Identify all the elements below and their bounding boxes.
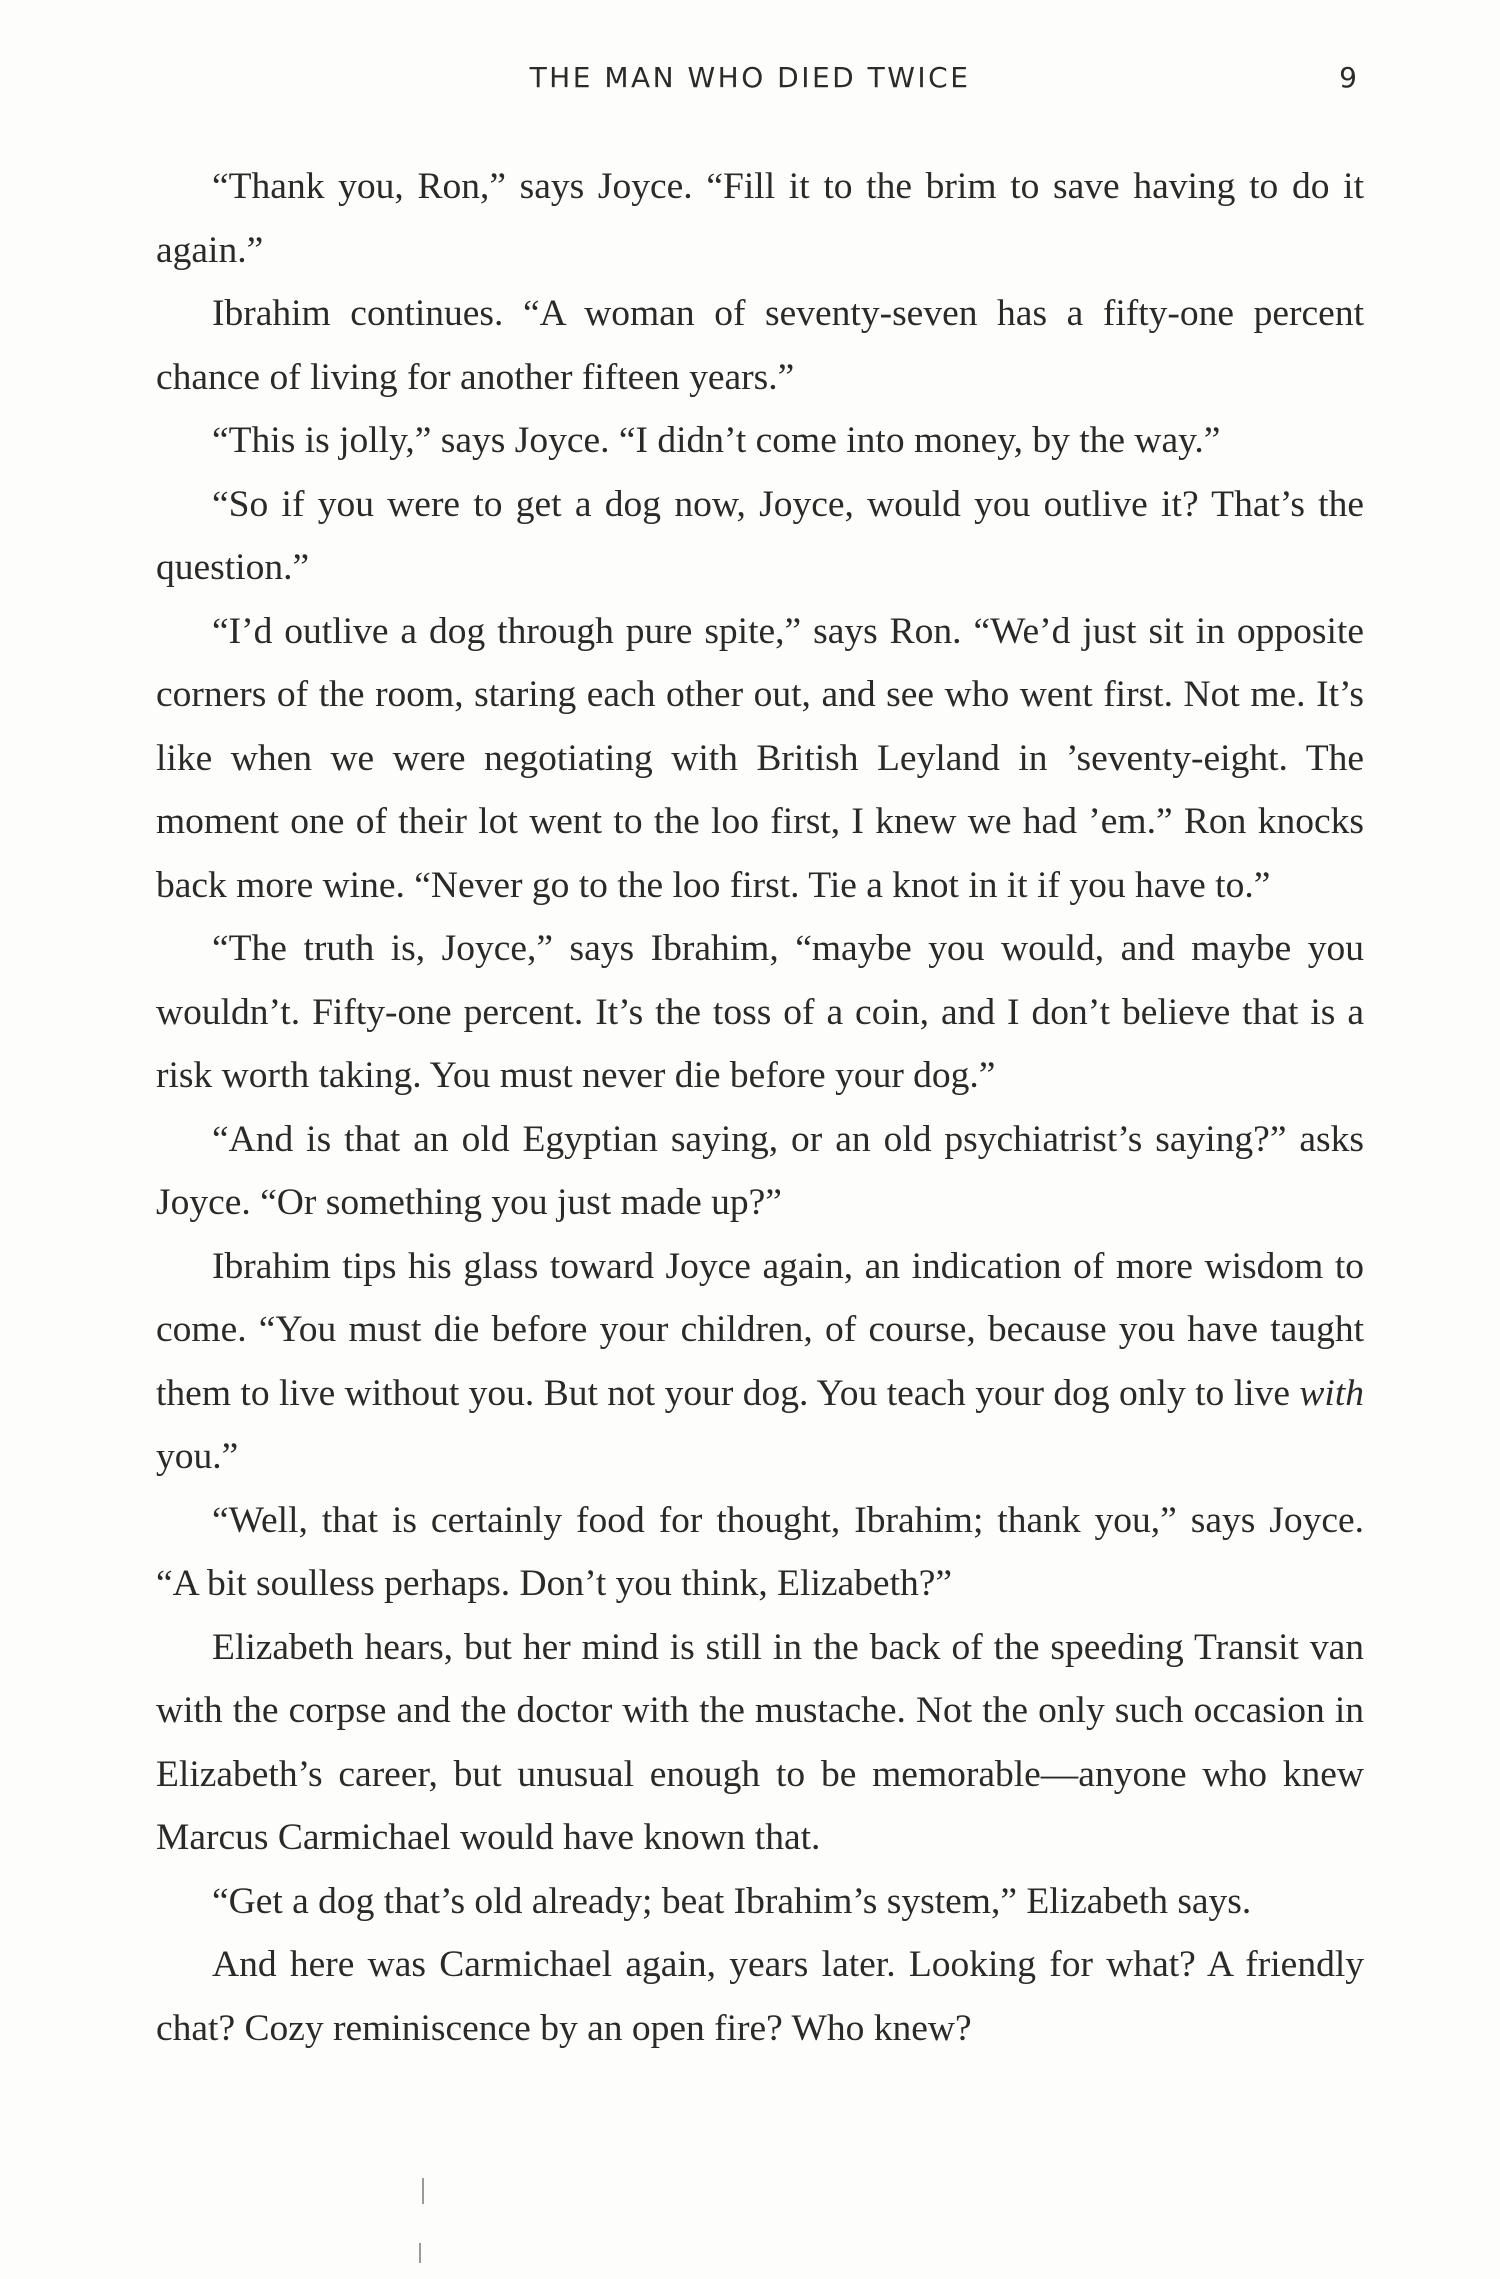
paragraph-text: Ibrahim tips his glass toward Joyce again, an indication of more wisdom to come. “You must die before your children, of course, because you have taught them to live without you. But not your dog. You teach your dog only to live (156, 1245, 1364, 1414)
paragraph: And here was Carmichael again, years later. Looking for what? A friendly chat? Cozy reminiscence by an open fire? Who knew? (156, 1944, 1364, 2049)
paragraph: “I’d outlive a dog through pure spite,” says Ron. “We’d just sit in opposite corners of the room, staring each other out, and see who went first. Not me. It’s like when we were negotiating with British Leyland in ’seventy-eight. The moment one of their lot went to the loo first, I knew we had ’em.” Ron knocks back more wine. “Never go to the loo first. Tie a knot in it if you have to.” (156, 610, 1364, 906)
running-head (0, 56, 1500, 100)
paragraph: “The truth is, Joyce,” says Ibrahim, “maybe you would, and maybe you wouldn’t. Fifty-one percent. It’s the toss of a coin, and I don’t believe that is a risk worth taking. You must never die before your dog.” (156, 928, 1364, 1096)
paragraph: Elizabeth hears, but her mind is still in the back of the speeding Transit van with the corpse and the doctor with the mustache. Not the only such occasion in Elizabeth’s career, but unusual enough to be memorable—anyone who knew Marcus Carmichael would have known that. (156, 1626, 1364, 1858)
paragraph: “So if you were to get a dog now, Joyce, would you outlive it? That’s the question.” (156, 483, 1364, 588)
paragraph (156, 1235, 1364, 1489)
paragraph: “Thank you, Ron,” says Joyce. “Fill it to the brim to save having to do it again.” (156, 166, 1364, 271)
scan-artifact-mark (419, 2243, 421, 2263)
body-text (156, 155, 1364, 2060)
scan-artifact-mark (422, 2178, 424, 2204)
paragraph-text: you.” (156, 1436, 239, 1477)
book-title: THE MAN WHO DIED TWICE (529, 61, 971, 94)
paragraph: “And is that an old Egyptian saying, or an old psychiatrist’s saying?” asks Joyce. “Or something you just made up?” (156, 1118, 1364, 1223)
page-number: 9 (1339, 61, 1357, 94)
emphasized-word: with (1299, 1372, 1364, 1414)
paragraph: “This is jolly,” says Joyce. “I didn’t come into money, by the way.” (212, 420, 1221, 461)
paragraph: “Well, that is certainly food for thought, Ibrahim; thank you,” says Joyce. “A bit soulless perhaps. Don’t you think, Elizabeth?” (156, 1499, 1364, 1604)
paragraph: “Get a dog that’s old already; beat Ibrahim’s system,” Elizabeth says. (212, 1880, 1252, 1922)
paragraph: Ibrahim continues. “A woman of seventy-seven has a fifty-one percent chance of living for another fifteen years.” (156, 293, 1364, 398)
